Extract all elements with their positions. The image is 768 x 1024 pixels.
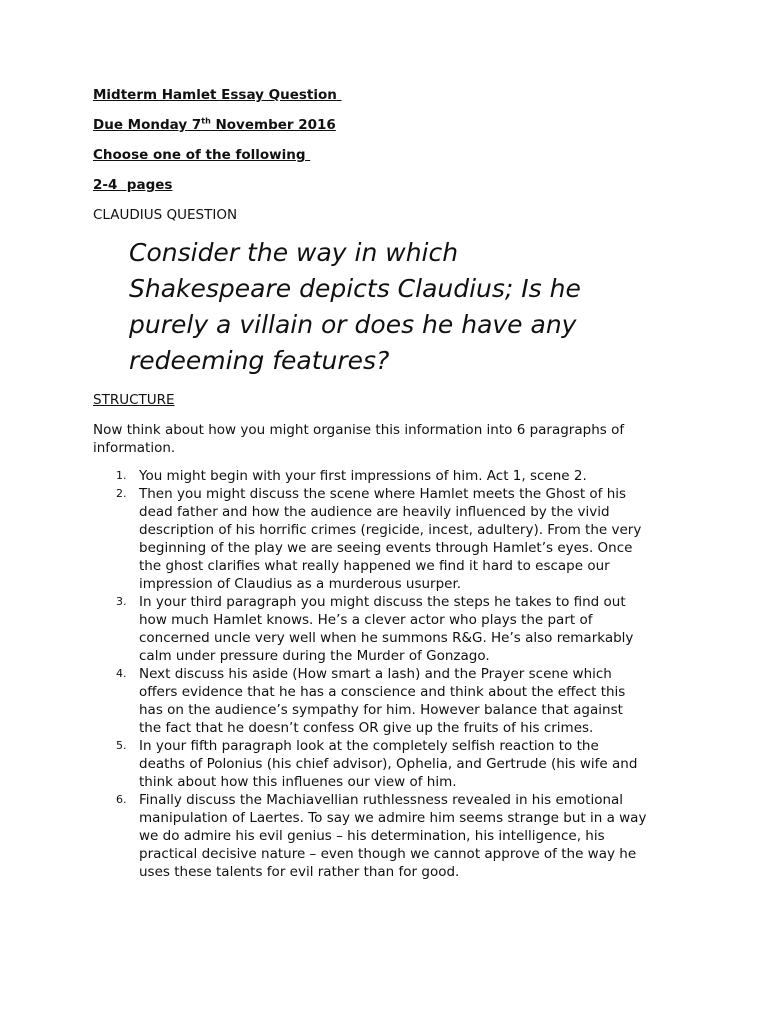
document-title <box>93 86 342 104</box>
essay-question <box>129 235 689 379</box>
list-item-line: deaths of Polonius (his chief advisor), Ophelia, and Gertrude (his wife and <box>139 756 638 772</box>
list-item <box>110 593 680 665</box>
list-item-line: uses these talents for evil rather than for good. <box>139 864 460 880</box>
list-item-line: has on the audience’s sympathy for him. However balance that against <box>139 702 623 718</box>
choose-instruction-text: Choose one of the following <box>93 147 306 163</box>
due-date-prefix: Due Monday 7 <box>93 117 202 133</box>
list-item-number: 6. <box>116 793 127 806</box>
essay-question-line: redeeming features? <box>129 346 390 375</box>
list-item-line: impression of Claudius as a murderous usurper. <box>139 576 462 592</box>
due-date <box>93 116 336 134</box>
list-item <box>110 791 680 881</box>
list-item-line: In your third paragraph you might discuss the steps he takes to find out <box>139 594 626 610</box>
list-item-number: 2. <box>116 487 127 500</box>
list-item-line: In your fifth paragraph look at the completely selfish reaction to the <box>139 738 599 754</box>
list-item-line: concerned uncle very well when he summons R&G. He’s also remarkably <box>139 630 634 646</box>
list-item-line: think about how this influenes our view of him. <box>139 774 457 790</box>
list-item-line: You might begin with your first impressions of him. Act 1, scene 2. <box>139 468 587 484</box>
page-length-text: 2-4 pages <box>93 177 173 193</box>
list-item-number: 1. <box>116 469 127 482</box>
list-item-line: practical decisive nature – even though we cannot approve of the way he <box>139 846 637 862</box>
structure-intro-line: Now think about how you might organise this information into 6 paragraphs of <box>93 422 625 438</box>
list-item-number: 5. <box>116 739 127 752</box>
paragraph-plan-list <box>110 467 680 881</box>
list-item-line: Finally discuss the Machiavellian ruthlessness revealed in his emotional <box>139 792 624 808</box>
essay-question-line: Shakespeare depicts Claudius; Is he <box>129 274 581 303</box>
page-length <box>93 176 172 194</box>
list-item-line: Next discuss his aside (How smart a lash) and the Prayer scene which <box>139 666 612 682</box>
due-date-suffix: November 2016 <box>210 117 336 133</box>
list-item-line: description of his horrific crimes (regicide, incest, adultery). From the very <box>139 522 642 538</box>
structure-intro-line: information. <box>93 440 176 456</box>
list-item-line: how much Hamlet knows. He’s a clever actor who plays the part of <box>139 612 593 628</box>
essay-question-line: purely a villain or does he have any <box>129 310 577 339</box>
list-item-line: manipulation of Laertes. To say we admire him seems strange but in a way <box>139 810 647 826</box>
list-item <box>110 485 680 593</box>
due-date-ordinal: th <box>201 116 211 126</box>
list-item-line: beginning of the play we are seeing events through Hamlet’s eyes. Once <box>139 540 633 556</box>
list-item-number: 4. <box>116 667 127 680</box>
list-item <box>110 467 680 485</box>
list-item-line: the fact that he doesn’t confess OR give up the fruits of his crimes. <box>139 720 594 736</box>
list-item <box>110 665 680 737</box>
list-item-line: Then you might discuss the scene where Hamlet meets the Ghost of his <box>139 486 627 502</box>
list-item-line: offers evidence that he has a conscience and think about the effect this <box>139 684 626 700</box>
list-item-line: calm under pressure during the Murder of Gonzago. <box>139 648 490 664</box>
structure-intro <box>93 421 673 457</box>
essay-question-line: Consider the way in which <box>129 238 459 267</box>
list-item-line: dead father and how the audience are heavily influenced by the vivid <box>139 504 610 520</box>
list-item <box>110 737 680 791</box>
list-item-line: we do admire his evil genius – his determination, his intelligence, his <box>139 828 605 844</box>
document-title-text: Midterm Hamlet Essay Question <box>93 87 337 103</box>
list-item-number: 3. <box>116 595 127 608</box>
section-heading: CLAUDIUS QUESTION <box>93 207 238 223</box>
structure-heading: STRUCTURE <box>93 392 175 408</box>
list-item-line: the ghost clarifies what really happened we find it hard to escape our <box>139 558 610 574</box>
choose-instruction <box>93 146 310 164</box>
